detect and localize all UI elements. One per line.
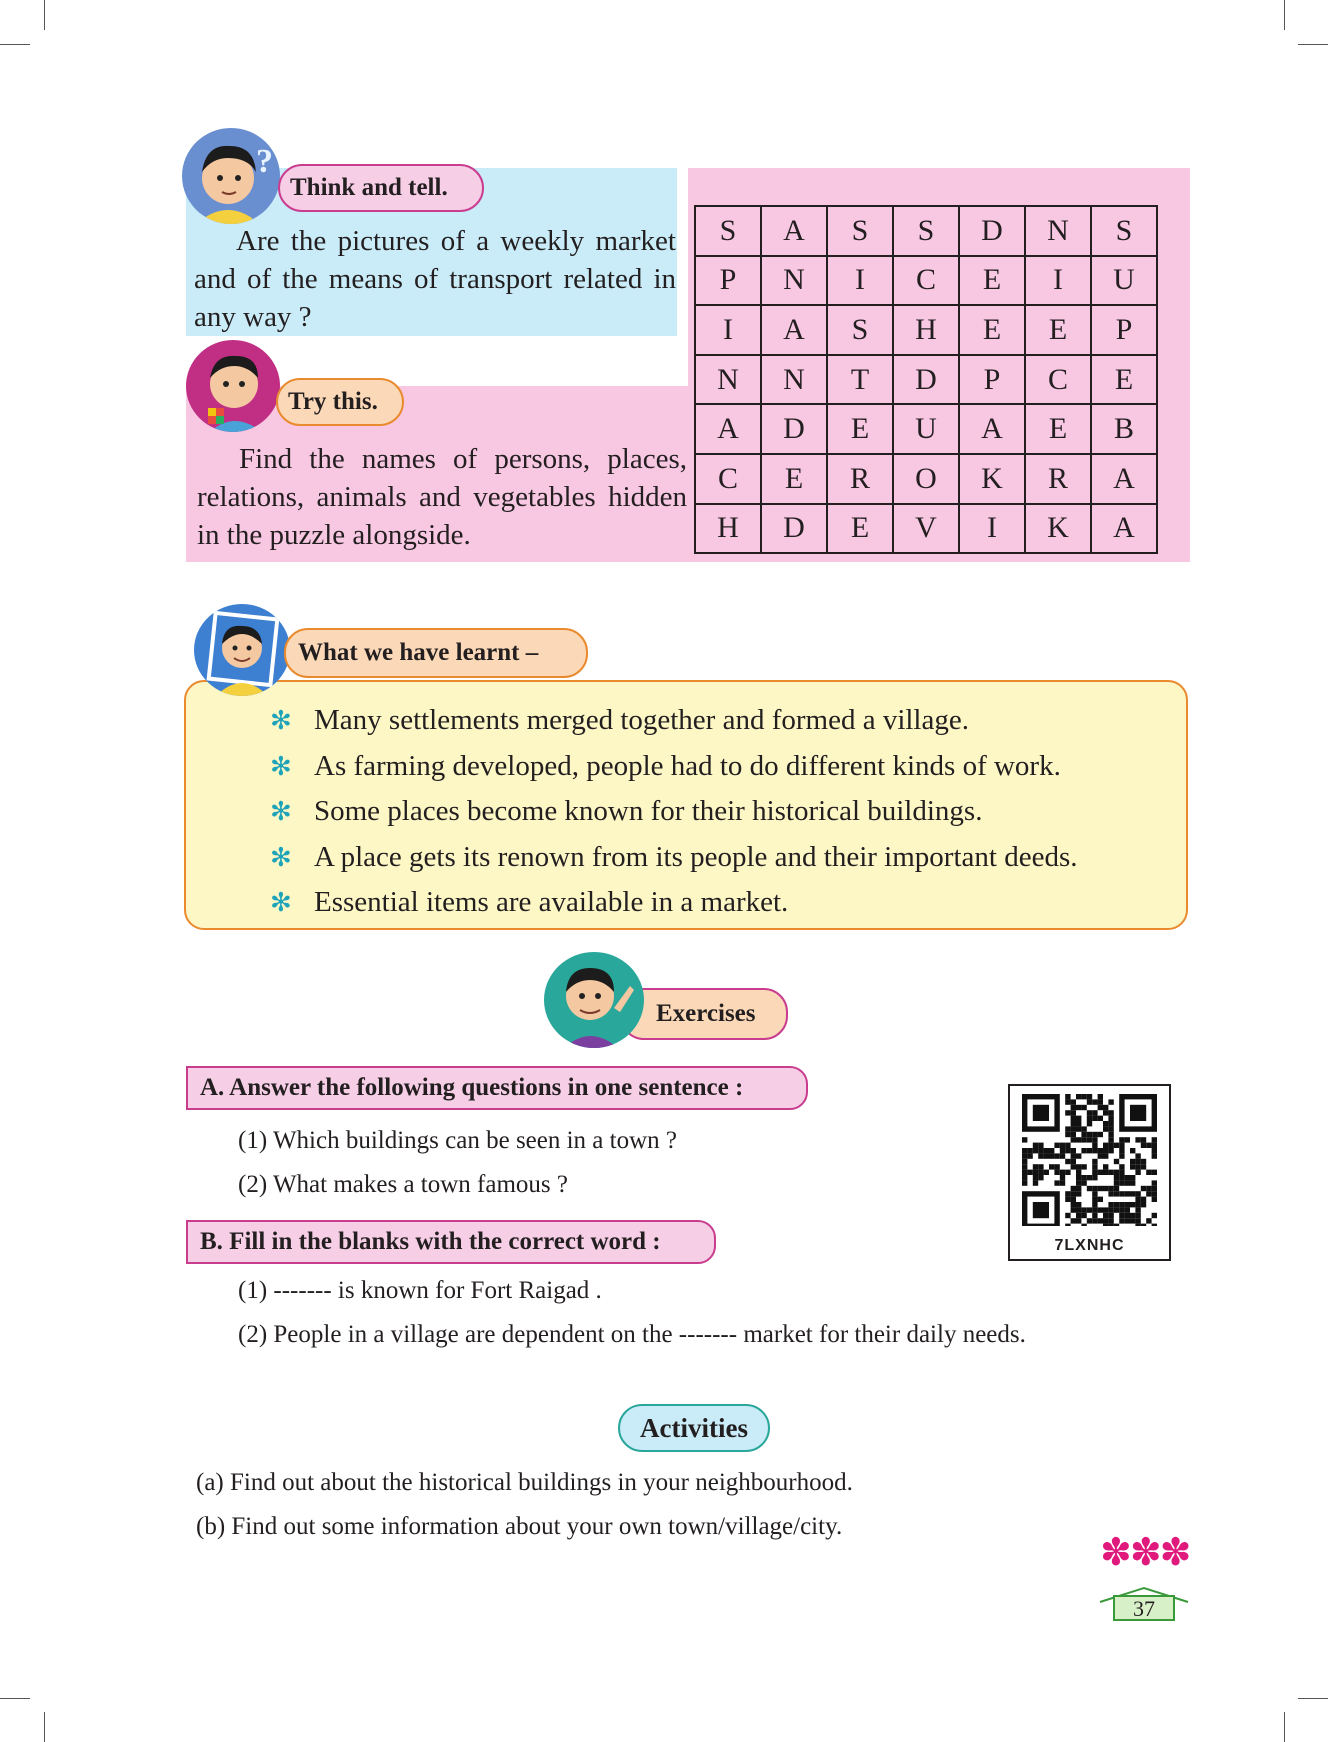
grid-row <box>695 454 1157 504</box>
grid-cell: E <box>827 504 893 554</box>
think-tell-title-text: Think and tell. <box>290 174 448 201</box>
think-tell-question: Are the pictures of a weekly market and of the means of transport related in any way ? <box>194 225 676 333</box>
section-b-heading <box>186 1220 716 1264</box>
grid-cell: K <box>959 454 1025 504</box>
crop-mark <box>0 1698 30 1699</box>
crop-mark <box>44 0 45 30</box>
try-this-title-text: Try this. <box>288 388 378 415</box>
learnt-item-text: As farming developed, people had to do different kinds of work. <box>314 749 1061 782</box>
grid-cell: P <box>959 355 1025 405</box>
word-search-grid <box>694 205 1158 554</box>
grid-cell: P <box>1091 305 1157 355</box>
learnt-list <box>270 698 1170 926</box>
learnt-item-text: A place gets its renown from its people and their important deeds. <box>314 840 1078 873</box>
svg-text:?: ? <box>256 143 273 180</box>
grid-cell: D <box>959 206 1025 256</box>
exercises-title <box>620 988 788 1040</box>
grid-cell: P <box>695 256 761 306</box>
qr-code-label: 7LXNHC <box>1054 1237 1125 1254</box>
grid-cell: S <box>827 305 893 355</box>
grid-cell: D <box>761 404 827 454</box>
thinking-boy-avatar <box>182 128 280 224</box>
crop-mark <box>1284 1712 1285 1742</box>
grid-cell: S <box>893 206 959 256</box>
grid-cell: T <box>827 355 893 405</box>
page-number: 37 <box>1133 1596 1155 1621</box>
learnt-item <box>270 744 1170 790</box>
question-b1: (1) ------- is known for Fort Raigad . <box>238 1277 602 1304</box>
grid-cell: B <box>1091 404 1157 454</box>
activities-title <box>618 1404 770 1452</box>
grid-cell: H <box>893 305 959 355</box>
grid-cell: S <box>695 206 761 256</box>
grid-cell: E <box>827 404 893 454</box>
grid-row <box>695 504 1157 554</box>
grid-cell: R <box>827 454 893 504</box>
grid-cell: H <box>695 504 761 554</box>
activity-b: (b) Find out some information about your own town/village/city. <box>196 1513 843 1540</box>
question-b2: (2) People in a village are dependent on the ------- market for their daily needs. <box>238 1321 1026 1348</box>
grid-cell: N <box>695 355 761 405</box>
learnt-item <box>270 789 1170 835</box>
grid-cell: E <box>959 256 1025 306</box>
grid-cell: K <box>1025 504 1091 554</box>
end-stars-icon: ✽✽✽ <box>1100 1532 1190 1574</box>
learnt-item-text: Some places become known for their historical buildings. <box>314 795 983 828</box>
bullet-star-icon: ✻ <box>270 706 292 735</box>
grid-cell: O <box>893 454 959 504</box>
learnt-item <box>270 835 1170 881</box>
crop-mark <box>44 1712 45 1742</box>
crop-mark <box>1298 1698 1328 1699</box>
question-a1: (1) Which buildings can be seen in a town ? <box>238 1127 678 1154</box>
section-b-heading-text: B. Fill in the blanks with the correct word : <box>200 1228 661 1255</box>
crop-mark <box>1284 0 1285 30</box>
grid-cell: A <box>1091 504 1157 554</box>
qr-code-pattern <box>1010 1086 1169 1226</box>
grid-cell: U <box>893 404 959 454</box>
crop-mark <box>1298 44 1328 45</box>
grid-cell: R <box>1025 454 1091 504</box>
grid-cell: S <box>827 206 893 256</box>
grid-cell: A <box>1091 454 1157 504</box>
try-this-text <box>197 440 687 554</box>
grid-cell: E <box>761 454 827 504</box>
learnt-title <box>284 628 588 678</box>
grid-cell: C <box>893 256 959 306</box>
grid-cell: I <box>827 256 893 306</box>
grid-cell: N <box>1025 206 1091 256</box>
learnt-item-text: Essential items are available in a market. <box>314 886 789 919</box>
question-a2: (2) What makes a town famous ? <box>238 1171 568 1198</box>
bullet-star-icon: ✻ <box>270 842 292 872</box>
grid-row <box>695 355 1157 405</box>
learnt-item-text: Many settlements merged together and formed a village. <box>314 704 969 736</box>
grid-cell: E <box>1091 355 1157 405</box>
grid-row <box>695 256 1157 306</box>
grid-cell: E <box>1025 305 1091 355</box>
grid-cell: N <box>761 355 827 405</box>
grid-cell: A <box>761 305 827 355</box>
grid-cell: S <box>1091 206 1157 256</box>
bullet-star-icon: ✻ <box>270 797 292 827</box>
grid-cell: C <box>1025 355 1091 405</box>
grid-cell: A <box>761 206 827 256</box>
grid-cell: V <box>893 504 959 554</box>
grid-cell: U <box>1091 256 1157 306</box>
grid-cell: A <box>695 404 761 454</box>
page-number-badge <box>1098 1586 1190 1622</box>
bullet-star-icon: ✻ <box>270 751 292 781</box>
grid-cell: C <box>695 454 761 504</box>
grid-cell: D <box>761 504 827 554</box>
section-a-heading-text: A. Answer the following questions in one sentence : <box>200 1074 744 1101</box>
grid-cell: N <box>761 256 827 306</box>
grid-cell: I <box>695 305 761 355</box>
learnt-title-text: What we have learnt – <box>298 639 539 666</box>
grid-cell: E <box>959 305 1025 355</box>
boy-with-frame-avatar <box>194 604 290 696</box>
qr-code[interactable] <box>1008 1084 1171 1261</box>
pointing-boy-avatar <box>544 952 644 1048</box>
grid-cell: I <box>959 504 1025 554</box>
section-a-heading <box>186 1066 808 1110</box>
think-tell-title <box>278 164 484 212</box>
think-tell-text <box>194 222 676 336</box>
learnt-item <box>270 698 1170 744</box>
grid-cell: I <box>1025 256 1091 306</box>
activity-a: (a) Find out about the historical buildings in your neighbourhood. <box>196 1469 853 1496</box>
try-this-title <box>276 378 404 426</box>
activities-title-text: Activities <box>640 1413 748 1443</box>
grid-cell: D <box>893 355 959 405</box>
try-this-instruction: Find the names of persons, places, relations, animals and vegetables hidden in the puzzle alongside. <box>197 443 687 551</box>
learnt-item <box>270 880 1170 926</box>
bullet-star-icon: ✻ <box>270 888 292 918</box>
exercises-title-text: Exercises <box>656 1000 756 1027</box>
boy-with-cube-avatar <box>186 340 280 432</box>
grid-cell: A <box>959 404 1025 454</box>
grid-cell: E <box>1025 404 1091 454</box>
grid-row <box>695 305 1157 355</box>
grid-row <box>695 206 1157 256</box>
grid-row <box>695 404 1157 454</box>
crop-mark <box>0 44 30 45</box>
